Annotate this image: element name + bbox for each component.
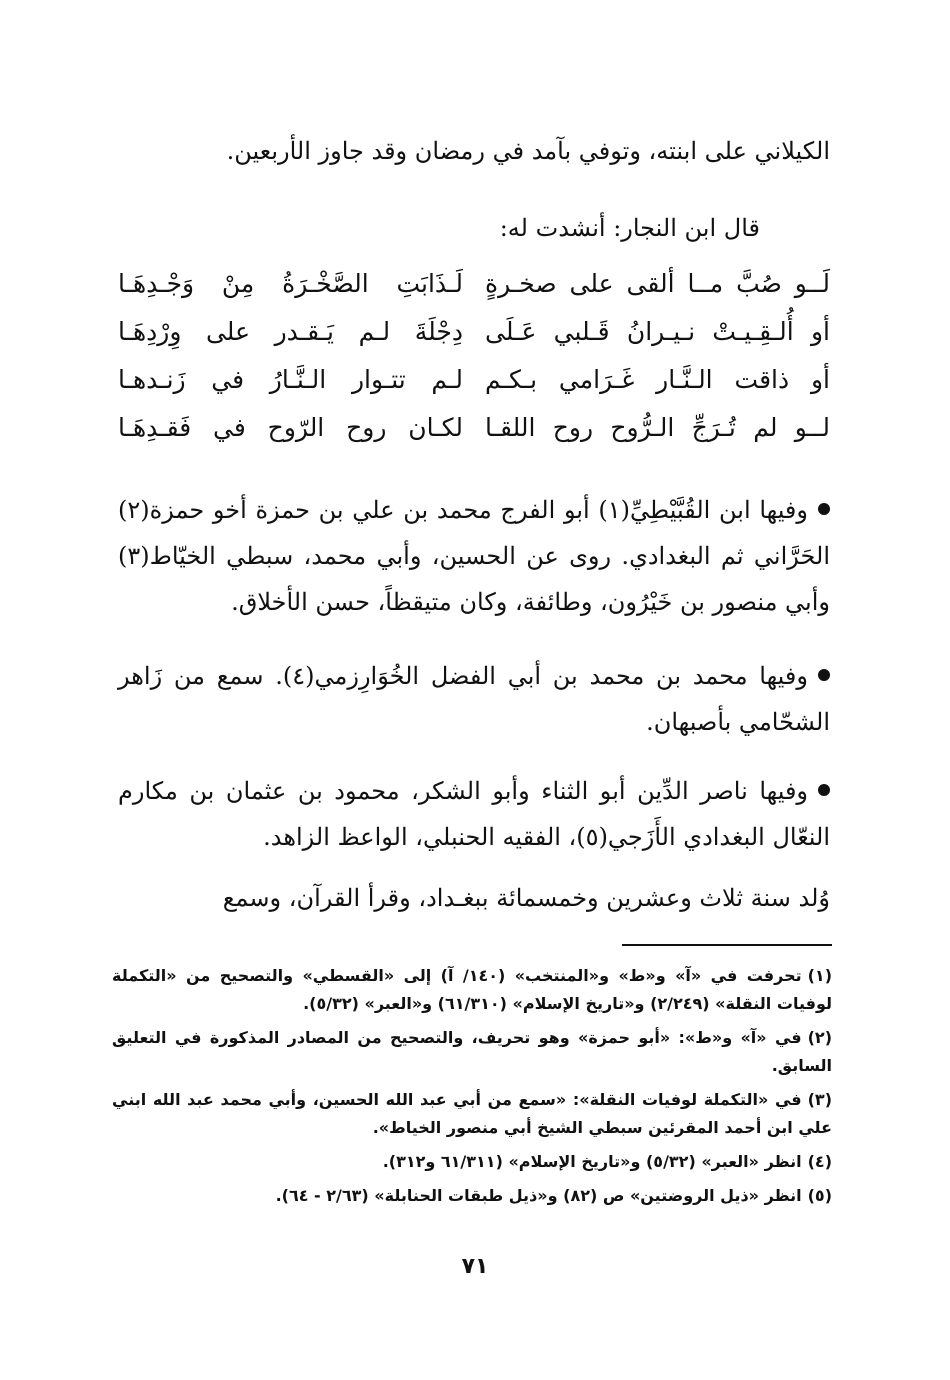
footnote-text: انظر «العبر» (٥/٣٢) و«تاريخ الإسلام» (٦١/٣١١ و٣١٢). [382, 1152, 802, 1171]
poem-verse [118, 356, 830, 404]
verse-first-hemistich: لــو لم تُـرَجِّ الـرُّوح روح اللقـا [485, 413, 830, 442]
footnote [112, 962, 832, 1018]
verse-first-hemistich: أو أُلـقِـيـتْ نـيـرانُ قَـلبي عَـلَى [485, 317, 830, 346]
entry-paragraph [118, 653, 830, 745]
verse-second-hemistich: لـم تتـوار الـنَّـارُ في زَنـدهـا [118, 365, 463, 394]
footnote [112, 1182, 832, 1210]
poem-verse [118, 260, 830, 308]
bullet-icon [818, 784, 830, 796]
footnote-separator [622, 944, 832, 946]
verse-second-hemistich: دِجْلَةَ لـم يَـقـدر على وِرْدِهَـا [118, 317, 463, 346]
poem-verse [118, 308, 830, 356]
verse-second-hemistich: لكـان روح الرّوح في فَقـدِهَـا [118, 413, 463, 442]
continuation-paragraph: وُلد سنة ثلاث وعشرين وخمسمائة ببغـداد، وقرأ القرآن، وسمع [222, 884, 830, 912]
entry-paragraph [118, 768, 830, 860]
verse-second-hemistich: لَـذَابَتِ الصَّخْـرَةُ مِنْ وَجْـدِهَـا [118, 269, 463, 298]
footnote [112, 1148, 832, 1176]
bullet-icon [818, 669, 830, 681]
paragraph-text: وفيها محمد بن محمد بن أبي الفضل الخُوَارِزمي(٤). سمع من زَاهر الشحّامي بأصبهان. [118, 662, 830, 736]
poem [118, 260, 830, 452]
footnote-number: (٤) [807, 1152, 832, 1171]
quote-intro: قال ابن النجار: أنشدت له: [499, 214, 760, 242]
verse-first-hemistich: لَــو صُبَّ مــا ألقى على صخـرةٍ [485, 269, 830, 298]
paragraph-text: وفيها ابن القُبَّيْطِيِّ(١) أبو الفرج محمد بن علي بن حمزة أخو حمزة(٢) الحَرَّاني ثم البغدادي. روى عن الحسين، وأبي محمد، سبطي الخيّاط(٣) وأبي منصور بن خَيْرُون، وطائفة، وكان متيقظاً، حسن الأخلاق. [118, 496, 830, 616]
footnote-text: في «التكملة لوفيات النقلة»: «سمع من أبي عبد الله الحسين، وأبي محمد عبد الله ابني علي ابن أحمد المقرئين سبطي الشيخ أبي منصور الخياط». [112, 1090, 832, 1137]
footnote [112, 1086, 832, 1142]
page-number: ٧١ [461, 1254, 489, 1279]
footnote-text: في «آ» و«ط»: «أبو حمزة» وهو تحريف، والتصحيح من المصادر المذكورة في التعليق السابق. [112, 1028, 832, 1075]
footnote [112, 1024, 832, 1080]
intro-paragraph: الكيلاني على ابنته، وتوفي بآمد في رمضان وقد جاوز الأربعين. [226, 137, 830, 165]
entry-paragraph [118, 487, 830, 625]
footnote-text: تحرفت في «آ» و«ط» و«المنتخب» (١٤٠/ آ) إلى «القسطي» والتصحيح من «التكملة لوفيات النقلة» (٢/٢٤٩) و«تاريخ الإسلام» (٦١/٣١٠) و«العبر» (٥/٣٢). [112, 966, 832, 1013]
poem-verse [118, 404, 830, 452]
footnote-number: (٢) [807, 1028, 832, 1047]
footnotes [112, 962, 832, 1216]
footnote-number: (٣) [807, 1090, 832, 1109]
footnote-text: انظر «ذيل الروضتين» ص (٨٢) و«ذيل طبقات الحنابلة» (٢/٦٣ - ٦٤). [275, 1186, 802, 1205]
footnote-number: (١) [807, 966, 832, 985]
verse-first-hemistich: أو ذاقت الـنَّـار غَـرَامي بـكـم [485, 365, 830, 394]
footnote-number: (٥) [807, 1186, 832, 1205]
bullet-icon [818, 503, 830, 515]
paragraph-text: وفيها ناصر الدِّين أبو الثناء وأبو الشكر، محمود بن عثمان بن مكارم النعّال البغدادي الأَزَجي(٥)، الفقيه الحنبلي، الواعظ الزاهد. [118, 777, 830, 851]
